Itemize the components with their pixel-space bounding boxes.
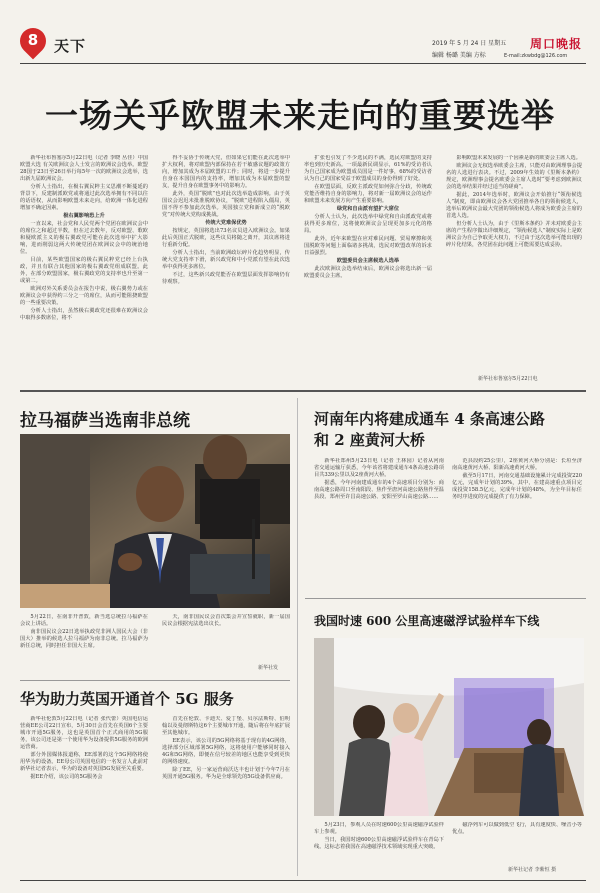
paragraph: 影响欧盟未来发展的一个因素是新的欧委会主席人选。 <box>456 155 581 161</box>
paragraph: 当日，我国时速600公里高速磁浮试验样车在青岛下线。这标志着我国在高速磁浮技术领域实现重大突破。 <box>314 837 444 850</box>
henan-col-1 <box>314 458 444 586</box>
henan-title-line-2: 和 2 座黄河大桥 <box>314 431 425 449</box>
paragraph: 得不妥协于传统大党，但如果它们能在此次选举中扩大权利，将对欧盟内部保持在若干敏感议题的政策方向，增加其成为本届欧盟的工作；同时，将进一步提升自身在本国国内的支持率，增加其成为本届欧盟的盟友，提升自身在欧盟事务中的影响力。 <box>162 155 290 189</box>
ramaphosa-caption-col-1 <box>20 614 148 674</box>
caption: 5月23日，参观人员在时速600公里高速磁浮试验样车上参观。 <box>314 822 444 835</box>
maglev-caption-col-1 <box>314 822 444 876</box>
editor-line: 编辑 杨璐 美编 方标 <box>432 52 486 59</box>
huawei-title: 华为助力英国开通首个 5G 服务 <box>20 690 234 708</box>
paragraph: 新华社伦敦5月22日电（记者 张代蕾）英国电信运营商EE公司22日宣布，5月30日会首先在英国6个主要城市开通5G服务，这也是英国首个正式商用的5G服务，该公司还是第一个使用华为设备提供5G服务的欧洲运营商。 <box>20 716 148 750</box>
paragraph: 在欧盟层面，反欧主派政党如何弥合分歧，传统政党能否维持自身的影响力，将对新一届欧洲议会的运作和欧盟未来发展方向产生重要影响。 <box>304 184 432 204</box>
paragraph: 目前，某些欧盟国家的极右翼民粹党已经上台执政，并且有联合其他国家的极右翼政党组成联盟。此外，在部分欧盟国家，极右翼政党的支持率也升至第一或第二。 <box>20 257 148 284</box>
paragraph: 此次欧洲议会选举结束后，欧洲议会将选出新一届欧盟委员会主席。 <box>304 266 432 279</box>
paragraph: 欧洲对外关系委员会在报告中说，极右翼势力或在欧洲议会中获得约三分之一的席位，从而可能阻挠欧盟的一些重要决策。 <box>20 286 148 306</box>
date-line: 2019 年 5 月 24 日 星期五 <box>432 40 507 47</box>
paragraph: 部分外国媒体报道称，EE部署的这个5G网络将使用华为的设备。EE母公司英国电信的一名发言人此前对新华社记者表示，华为的设备对英国5G发展至关重要。 <box>20 752 148 772</box>
huawei-col-2 <box>162 716 290 876</box>
section-divider <box>20 390 586 392</box>
ramaphosa-photo-art <box>20 434 290 608</box>
ramaphosa-photo <box>20 434 290 608</box>
eu-article-col-1 <box>20 155 148 381</box>
header-email: E-mail:zkwbdg@126.com <box>504 53 568 59</box>
paragraph: 欧洲议会无权选举欧委会主席，只能对由欧洲理事会提名的人选进行表决。不过，2009年生效的《里斯本条约》规定，欧洲理事会提名欧委会主席人选时“要考虑到欧洲议会的选举结果并经过适当的磋商”。 <box>446 163 582 190</box>
page-number: 8 <box>27 31 39 49</box>
footer-rule <box>20 880 586 881</box>
paragraph: 除了EE，另一家运营商沃达丰也计划于今年7月在英国开通5G服务。华为是全球领先的5G设备供应商。 <box>162 767 290 780</box>
ramaphosa-byline: 新华社发 <box>258 665 279 671</box>
henan-title-line-1: 河南年内将建成通车 4 条高速公路 <box>314 410 545 428</box>
paragraph: 新华社布鲁塞尔5月22日电（记者 李晓 丛佳）中国欧盟大选 有关欧洲议会人士发言的欧洲议会选举。欧盟28国于23日至26日举行每5年一次的欧洲议会选举，选出新九届欧洲议会。 <box>20 155 148 182</box>
paragraph: 分析人士指出，在极右翼民粹主义思潮不断蔓延的背景下，反建制派欧党或将通过此次选举拥有不同以往的话语权，从而影响欧盟未来走向，给欧洲一体化进程增加不确定因素。 <box>20 184 148 211</box>
paragraph: 新华社郑州5月23日电（记者 王林园）记者从河南省交通运输厅获悉，今年该省将建成通车4条高速公路项目共339公里以及2座黄河大桥。 <box>314 458 444 478</box>
paragraph: 不过，这些新兴政党能否在欧盟层面发挥影响仍有待观察。 <box>162 272 290 285</box>
paragraph: 一直以来，社会党和人民党两个党团在欧洲议会中的席位之和超过半数，但在过去数年，反对欧盟、歌欧和疑欧派主义的极右翼政党可能在此次选举中扩大影响，进而削弱这两大传统党团在欧洲议会中的统治地位。 <box>20 221 148 255</box>
eu-byline: 新华社布鲁塞尔5月22日电 <box>478 376 538 382</box>
paragraph: 据悉，今年河南建成通车的4个高速项目分别为：商南高速公路周口至南阳段、焦作至唐河高速公路焦作至温县段、郑州至许昌高速公路、安阳至罗山高速公路…… <box>314 480 444 500</box>
eu-article-col-2 <box>162 155 290 381</box>
section-title: 天下 <box>54 37 87 55</box>
column-divider <box>297 398 298 876</box>
caption: 5月22日，在南非开普敦，新当选总统拉马福萨在会议上讲话。 <box>20 614 148 627</box>
main-headline: 一场关乎欧盟未来走向的重要选举 <box>45 96 555 135</box>
section-divider <box>20 680 290 681</box>
paragraph: 此外，英国“脱欧”也对此次选举造成影响。由于英国议会迟迟未批准脱欧协议，“脱欧”进程陷入僵局，英国不得不参加此次选举。英国独立党和新成立的“脱欧党”对传统大党构成挑战。 <box>162 191 290 218</box>
maglev-caption-col-2 <box>452 822 582 864</box>
maglev-byline: 新华社记者 李紫恒 摄 <box>508 867 557 873</box>
subheading: 欧盟委员会主席候选人选举 <box>336 258 400 264</box>
ramaphosa-title: 拉马福萨当选南非总统 <box>20 411 190 431</box>
paragraph: 此外，近年来欧盟在应对难民问题、贸易摩擦和英国脱欧等问题上面临诸多挑战，选民对欧盟改革的诉求日益强烈。 <box>304 236 432 256</box>
paragraph: 磁浮列车可以做到低空飞行，具有速度快、噪音小等优点。 <box>452 822 582 835</box>
paragraph: 分析人士指出，虽然极右翼政党还很难在欧洲议会中取得多数席位，将不 <box>20 308 148 321</box>
section-divider <box>305 598 586 599</box>
paragraph: 南非国民议会22日选举执政党非洲人国民大会（非国大）推举的候选人拉马福萨为南非总统。拉马福萨为新任总统，同时担任非国大主席。 <box>20 629 148 649</box>
brand-logo-icon: 周口晚报 <box>530 37 583 51</box>
maglev-title: 我国时速 600 公里高速磁浮试验样车下线 <box>314 614 540 628</box>
paragraph: 扩张也引发了不少选民的不满，选民对欧盟的支持率也到历史新高。一项最新民调显示，61%的受访者认为自己国家成为欧盟成员国是一件好事，68%的受访者认为自己的国家受益于欧盟成员的身份得到了好处。 <box>304 155 432 182</box>
paragraph: EE表示，该公司的5G网络将基于现有的4G网络，选择部分区域部署5G网络，这将使用户能够同时接入4G和5G网络，即便在信号较差的地区也能享受到更快的网络速度。 <box>162 738 290 765</box>
paragraph: 天，南非国民议会首次集会并宣誓就职，新一届国民议会根据宪法选出议长。 <box>162 614 290 627</box>
paragraph: 范县段约25公里），2座黄河大桥分别是：长垣至济南高速黄河大桥、阳新高速黄河大桥。 <box>452 458 582 471</box>
paragraph: 分析人士指出，当前欧洲政坛碎片化趋势明显，传统大党支持率下滑，新兴政党和中小党派有望在此次选举中获得更多席位。 <box>162 250 290 270</box>
ramaphosa-caption-col-2 <box>162 614 290 664</box>
paragraph: 但分析人士认为，由于《里斯本条约》并未对欧委会主席的产生程序做出详细规定，“领衔候选人”制度实际上是欧洲议会为自己争取更大权力，不过由于这次选举可能出现的碎片化结果，各党团在此问题上可能需要达成妥协。 <box>446 221 582 248</box>
maglev-photo-art <box>314 638 584 816</box>
header-rule <box>20 63 586 64</box>
henan-col-2 <box>452 458 582 586</box>
paragraph: 据此，2014年选举时，欧洲议会开始推行“领衔候选人”制度，即由欧洲议会各大党团推举各自的领衔候选人，选举后欧洲议会最大党团的领衔候选人将成为欧委会主席的首选人选。 <box>446 192 582 219</box>
huawei-col-1 <box>20 716 148 876</box>
subheading: 绿党和自由派有望扩大席位 <box>336 206 400 212</box>
paragraph: 首先在伦敦、卡迪夫、爱丁堡、贝尔法斯特、伯明翰以及曼彻斯特这6个主要城市开通，随后将在年底扩展至其他城市。 <box>162 716 290 736</box>
maglev-photo <box>314 638 584 816</box>
subheading: 传统大党难保优势 <box>205 220 247 226</box>
paragraph: 按规定，英国将选出73名议员进入欧洲议会。如果此后英国正式脱欧，这些议员将随之离开，其议席将进行重新分配。 <box>162 228 290 248</box>
subheading: 极右翼影响恐上升 <box>63 213 105 219</box>
paragraph: 据EE介绍，该公司的5G服务会 <box>30 774 103 780</box>
paragraph: 分析人士认为，此次选举中绿党和自由派政党或将获得更多席位，这将使欧洲议会呈现更加多元化的格局。 <box>304 214 432 234</box>
eu-article-col-4 <box>446 155 582 371</box>
paragraph: 截至5月17日，河南交通基础设施累计完成投资220亿元，完成年计划的39%，其中，在建高速重点项目完成投资158.5亿元，完成年计划的48%，为全年目标任务时序进度的完成提供了有力保障。 <box>452 473 582 500</box>
eu-article-col-3 <box>304 155 432 381</box>
